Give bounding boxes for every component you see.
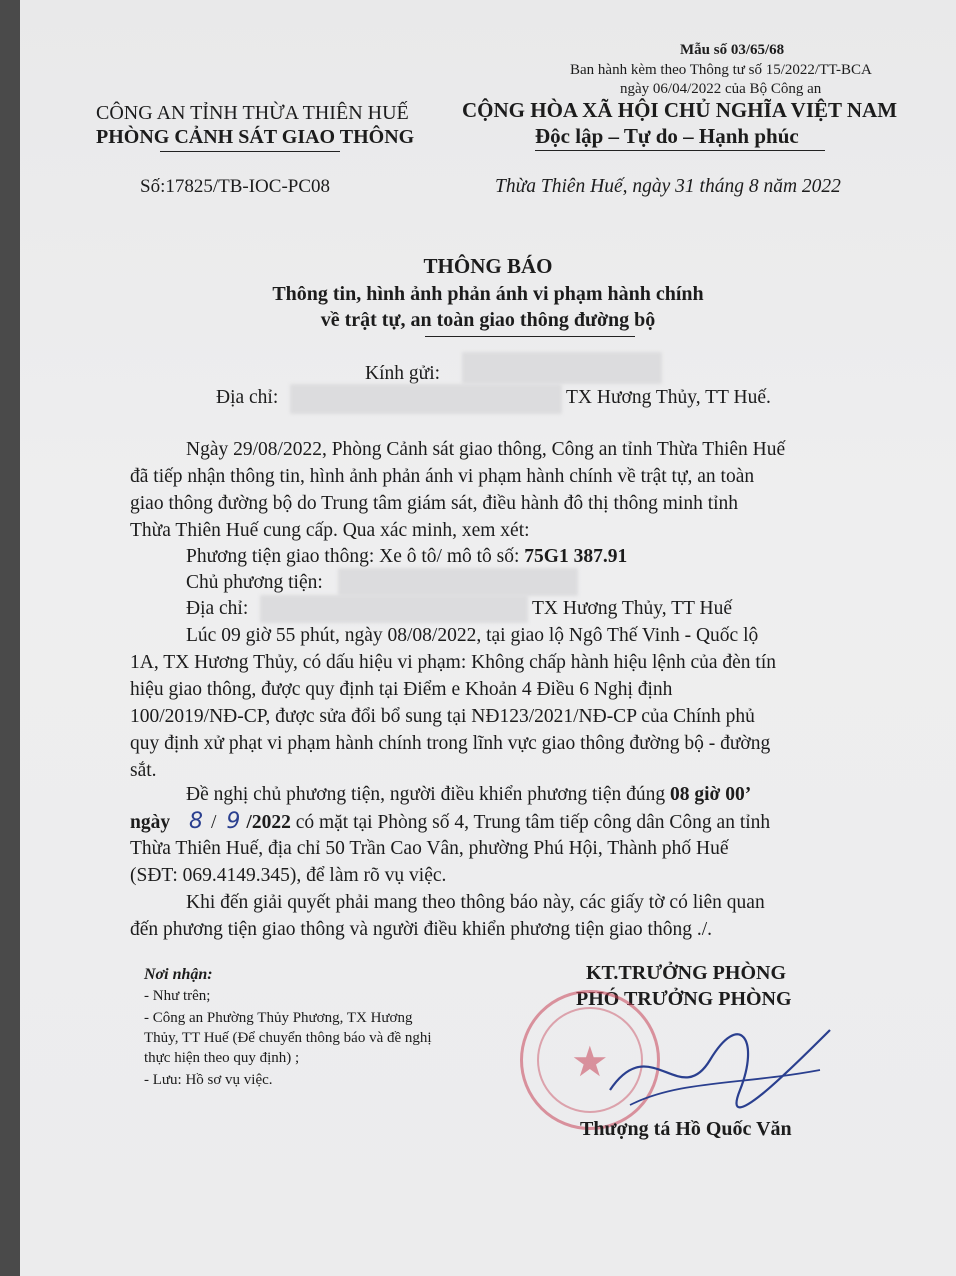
body-p3-line1 [186,782,751,809]
signer-role-1: KT.TRƯỞNG PHÒNG [586,962,786,984]
recipients-item-2-line3: thực hiện theo quy định) ; [144,1050,300,1066]
owner-address-tail: TX Hương Thủy, TT Huế [532,598,732,619]
body-p3-line2 [130,809,770,837]
form-issued-line1: Ban hành kèm theo Thông tư số 15/2022/TT-BCA [570,62,872,78]
vehicle-plate: 75G1 387.91 [524,546,628,567]
form-number: Mẫu số 03/65/68 [680,42,785,58]
owner-address-label: Địa chỉ: [186,598,249,619]
appointment-time: 08 giờ 00’ [670,784,752,805]
recipients-item-3: - Lưu: Hồ sơ vụ việc. [144,1072,273,1088]
appointment-year: /2022 [246,812,291,833]
address-label: Địa chỉ: [216,387,279,408]
reference-number: Số:17825/TB-IOC-PC08 [140,176,331,197]
body-p2-line6: sắt. [130,760,157,781]
body-p4-line2: đến phương tiện giao thông và người điều khiển phương tiện giao thông ./. [130,919,713,940]
seal-star-icon: ★ [571,1037,609,1086]
nation-underline [535,150,825,151]
body-p1-line1: Ngày 29/08/2022, Phòng Cảnh sát giao thông, Công an tỉnh Thừa Thiên Huế [186,439,786,460]
body-p1-line3: giao thông đường bộ do Trung tâm giám sát, điều hành đô thị thông minh tỉnh [130,493,739,514]
recipients-item-2-line1: - Công an Phường Thủy Phương, TX Hương [144,1010,413,1026]
recipients-title: Nơi nhận: [144,966,213,983]
body-p2-line4: 100/2019/NĐ-CP, được sửa đổi bổ sung tại NĐ123/2021/NĐ-CP của Chính phủ [130,706,755,727]
place-date: Thừa Thiên Huế, ngày 31 tháng 8 năm 2022 [495,176,841,197]
to-label: Kính gửi: [365,363,441,384]
body-p3-line2-rest: có mặt tại Phòng số 4, Trung tâm tiếp công dân Công an tỉnh [290,812,771,833]
address-tail: TX Hương Thủy, TT Huế. [566,387,771,408]
body-p3-line4: (SĐT: 069.4149.345), để làm rõ vụ việc. [130,865,447,886]
redacted-recipient [462,352,662,384]
body-p4-line1: Khi đến giải quyết phải mang theo thông báo này, các giấy tờ có liên quan [186,892,765,913]
notice-subtitle-1: Thông tin, hình ảnh phản ánh vi phạm hành chính [272,283,704,305]
issuer-line2: PHÒNG CẢNH SÁT GIAO THÔNG [96,126,415,148]
notice-subtitle-2: về trật tự, an toàn giao thông đường bộ [320,309,656,331]
body-p2-line2: 1A, TX Hương Thủy, có dấu hiệu vi phạm: Không chấp hành hiệu lệnh của đèn tín [130,652,777,673]
issuer-underline [160,151,340,152]
recipients-item-1: - Như trên; [144,988,211,1004]
issuer-line1: CÔNG AN TỈNH THỪA THIÊN HUẾ [96,102,409,124]
handwritten-day: 8 [188,809,203,834]
redacted-owner-address [260,595,528,623]
notice-title: THÔNG BÁO [423,254,553,278]
signer-name: Thượng tá Hồ Quốc Văn [580,1118,792,1140]
signer-role-2: PHÓ TRƯỞNG PHÒNG [576,988,792,1010]
vehicle-line [186,544,627,571]
nation-motto: Độc lập – Tự do – Hạnh phúc [535,124,799,148]
appointment-day-label: ngày [130,812,171,833]
owner-label: Chủ phương tiện: [186,572,323,593]
nation-title: CỘNG HÒA XÃ HỘI CHỦ NGHĨA VIỆT NAM [462,98,898,122]
document-page [20,0,956,1276]
redacted-address [290,384,562,414]
handwritten-month: 9 [226,809,241,834]
body-p3-line3: Thừa Thiên Huế, địa chỉ 50 Trần Cao Vân, phường Phú Hội, Thành phố Huế [130,838,729,859]
body-p1-line2: đã tiếp nhận thông tin, hình ảnh phản ánh vi phạm hành chính về trật tự, an toàn [130,466,755,487]
body-p2-line3: hiệu giao thông, được quy định tại Điểm e Khoản 4 Điều 6 Nghị định [130,679,673,700]
form-issued-line2: ngày 06/04/2022 của Bộ Công an [620,81,822,97]
handwritten-signature [590,1010,850,1120]
date-slash: / [210,812,217,833]
vehicle-label: Phương tiện giao thông: Xe ô tô/ mô tô số: [186,546,525,567]
body-p2-line5: quy định xử phạt vi phạm hành chính trong lĩnh vực giao thông đường bộ - đường [130,733,771,754]
body-p2-line1: Lúc 09 giờ 55 phút, ngày 08/08/2022, tại giao lộ Ngô Thế Vinh - Quốc lộ [186,625,759,646]
subtitle-underline [425,336,635,337]
recipients-item-2-line2: Thủy, TT Huế (Để chuyển thông báo và đề nghị [144,1030,432,1046]
redacted-owner [338,568,578,596]
body-p3-text: Đề nghị chủ phương tiện, người điều khiển phương tiện đúng [186,784,670,805]
body-p1-line4: Thừa Thiên Huế cung cấp. Qua xác minh, xem xét: [130,520,530,541]
